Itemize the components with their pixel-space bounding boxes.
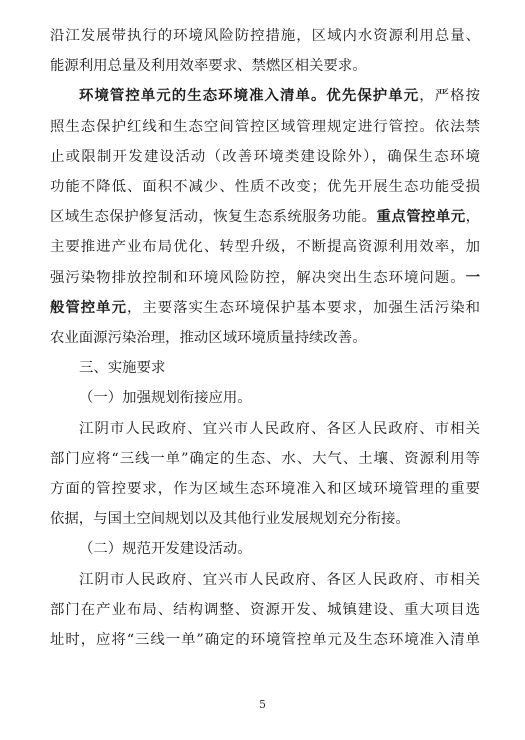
text-line [50,145,480,169]
text-run: 区域生态保护修复活动，恢复生态系统服务功能。 [50,209,377,226]
text-line [50,477,480,501]
text-run: 止或限制开发建设活动（改善环境类建设除外），确保生态环境 [50,148,480,165]
text-run: （二）规范开发建设活动。 [79,541,252,558]
text-run: ，严格按 [419,88,480,105]
bold-text-run: 一 [465,268,480,286]
text-run: 江阴市人民政府、宜兴市人民政府、各区人民政府、市相关 [79,571,480,588]
text-run: 沿江发展带执行的环境风险防控措施，区域内水资源利用总量、 [50,28,480,44]
text-line [50,296,480,320]
text-line [79,568,480,592]
text-line [50,507,480,531]
text-run: 部门应将“三线一单”确定的生态、水、大气、土壤、资源利用等 [50,450,480,467]
text-run: 主要推进产业布局优化、转型升级，不断提高资源利用效率，加 [50,239,480,256]
page-number: 5 [259,698,266,711]
text-run: 照生态保护红线和生态空间管控区域管理规定进行管控。依法禁 [50,118,480,135]
text-line [50,115,480,139]
text-run: ，主要落实生态环境保护基本要求，加强生活污染和 [126,299,480,316]
text-run: 农业面源污染治理，推动区域环境质量持续改善。 [50,330,367,346]
text-run: 三、实施要求 [79,360,166,377]
text-run: 能源利用总量及利用效率要求、禁燃区相关要求。 [50,58,367,75]
text-line [50,598,480,622]
text-line [50,628,480,652]
text-run: ， [465,209,480,226]
text-run: （一）加强规划衔接应用。 [79,390,252,407]
text-run: 江阴市人民政府、宜兴市人民政府、各区人民政府、市相关 [79,420,480,437]
text-line [50,326,480,350]
text-line [50,54,480,78]
text-line [79,386,480,410]
text-line [50,175,480,199]
bold-text-run: 环境管控单元的生态环境准入清单。优先保护单元 [79,87,420,105]
text-line [79,356,480,380]
bold-text-run: 重点管控单元 [376,208,466,226]
text-line [50,24,480,48]
text-run: 址时，应将“三线一单”确定的环境管控单元及生态环境准入清单 [50,632,480,648]
text-line [50,447,480,471]
text-line [79,537,480,561]
bold-text-run: 般管控单元 [50,298,127,316]
text-line [50,266,480,290]
text-run: 功能不降低、面积不减少、性质不改变；优先开展生态功能受损 [50,179,480,195]
text-line [79,84,480,108]
text-line [50,205,480,229]
text-run: 部门在产业布局、结构调整、资源开发、城镇建设、重大项目选 [50,601,480,618]
text-run: 依据，与国土空间规划以及其他行业发展规划充分衔接。 [50,511,410,528]
text-run: 方面的管控要求，作为区域生态环境准入和区域环境管理的重要 [50,481,480,497]
text-line [79,417,480,441]
text-line [50,235,480,259]
text-run: 强污染物排放控制和环境风险防控，解决突出生态环境问题。 [50,269,466,286]
